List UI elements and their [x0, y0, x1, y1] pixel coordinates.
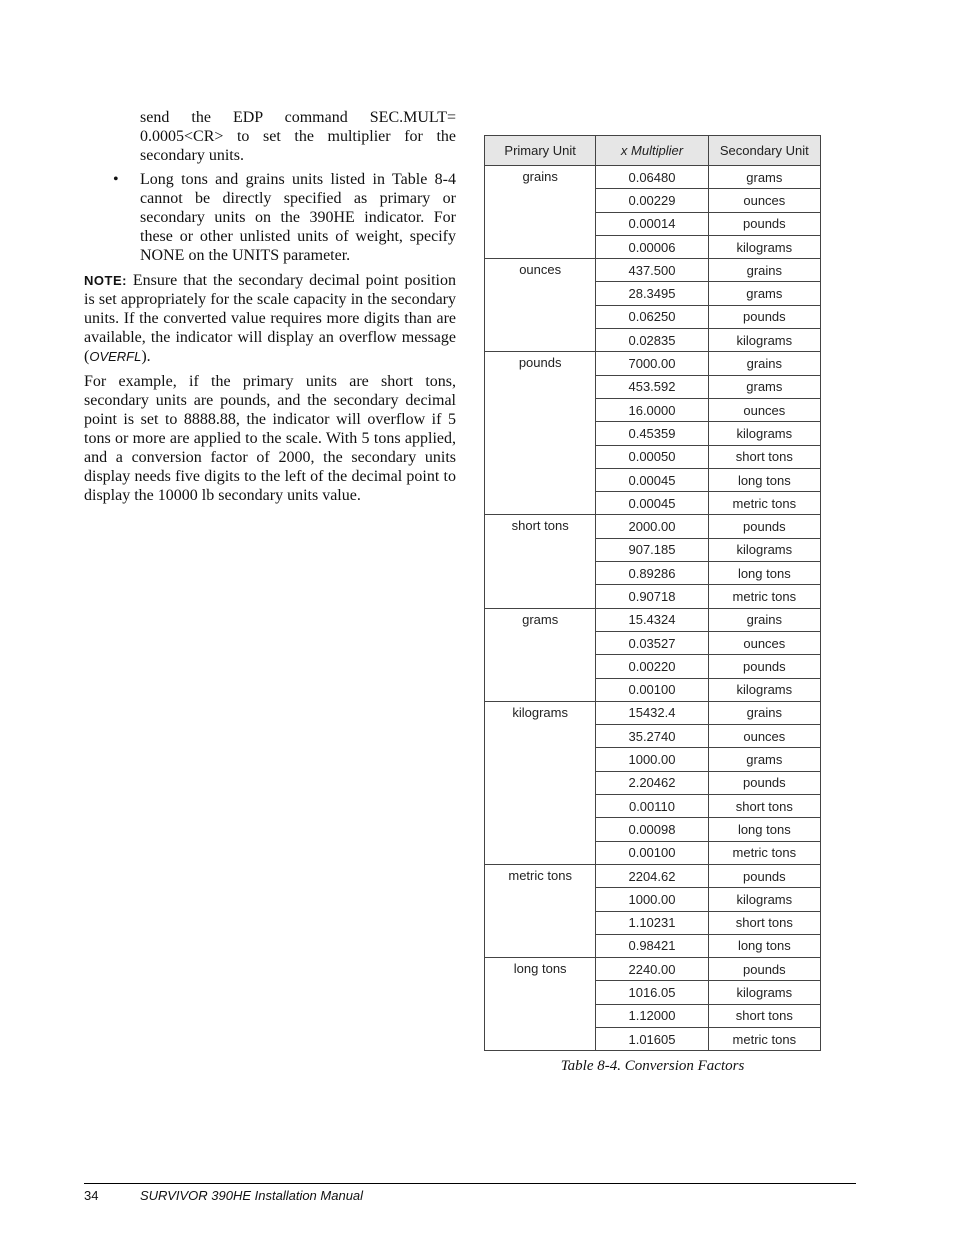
multiplier-cell: 2.20462	[596, 771, 708, 794]
multiplier-cell: 1000.00	[596, 748, 708, 771]
table-row	[485, 864, 821, 887]
secondary-unit-cell: metric tons	[708, 492, 820, 515]
table-row	[485, 166, 821, 189]
secondary-unit-cell: ounces	[708, 725, 820, 748]
example-paragraph: For example, if the primary units are short tons, secondary units are pounds, and the secondary decimal point is set to 8888.88, the indicator will overflow if 5 tons or more are applied to the scale. With 5 tons applied, and a conversion factor of 2000, the secondary units display needs five digits to the left of the decimal point to display the 10000 lb secondary units value.	[84, 373, 456, 504]
secondary-unit-cell: pounds	[708, 771, 820, 794]
secondary-unit-cell: pounds	[708, 655, 820, 678]
multiplier-cell: 15432.4	[596, 701, 708, 724]
multiplier-cell: 0.00014	[596, 212, 708, 235]
multiplier-cell: 0.00045	[596, 468, 708, 491]
multiplier-cell: 0.00100	[596, 678, 708, 701]
table-row	[485, 259, 821, 282]
table-row	[485, 701, 821, 724]
multiplier-cell: 35.2740	[596, 725, 708, 748]
secondary-unit-cell: grains	[708, 608, 820, 631]
secondary-unit-cell: long tons	[708, 934, 820, 957]
multiplier-cell: 437.500	[596, 259, 708, 282]
multiplier-cell: 907.185	[596, 538, 708, 561]
note-text: Ensure that the secondary decimal point position is set appropriately for the scale capacity in the secondary units. If the converted value requires more digits than are available, the indicator will display an overflow message (	[84, 272, 456, 365]
secondary-unit-cell: grains	[708, 701, 820, 724]
bullet-text: Long tons and grains units listed in Table 8-4 cannot be directly specified as primary or secondary units on the 390HE indicator. For these or other unlisted units of weight, specify NONE on the UNITS parameter.	[140, 171, 456, 264]
secondary-unit-cell: short tons	[708, 1004, 820, 1027]
secondary-unit-cell: kilograms	[708, 235, 820, 258]
multiplier-cell: 2240.00	[596, 958, 708, 981]
secondary-unit-cell: kilograms	[708, 981, 820, 1004]
secondary-unit-cell: pounds	[708, 958, 820, 981]
multiplier-cell: 0.00050	[596, 445, 708, 468]
multiplier-cell: 16.0000	[596, 398, 708, 421]
continuation-paragraph: send the EDP command SEC.MULT= 0.0005<CR> to set the multiplier for the secondary units.	[140, 109, 456, 164]
footer-rule	[84, 1183, 856, 1184]
bullet-mark: •	[113, 171, 119, 188]
secondary-unit-cell: kilograms	[708, 538, 820, 561]
secondary-unit-cell: ounces	[708, 189, 820, 212]
multiplier-cell: 0.00006	[596, 235, 708, 258]
table-body	[485, 166, 821, 1051]
overflow-code: OVERFL	[89, 349, 142, 364]
note-paragraph	[84, 271, 456, 366]
secondary-unit-cell: pounds	[708, 212, 820, 235]
bullet-item	[113, 170, 456, 265]
header-primary-unit: Primary Unit	[485, 136, 596, 166]
secondary-unit-cell: pounds	[708, 515, 820, 538]
primary-unit-cell: ounces	[485, 259, 596, 352]
note-end: ).	[141, 348, 151, 365]
multiplier-cell: 0.00045	[596, 492, 708, 515]
secondary-unit-cell: kilograms	[708, 678, 820, 701]
multiplier-cell: 0.00110	[596, 795, 708, 818]
secondary-unit-cell: long tons	[708, 468, 820, 491]
table-row	[485, 515, 821, 538]
secondary-unit-cell: short tons	[708, 911, 820, 934]
secondary-unit-cell: grams	[708, 282, 820, 305]
multiplier-cell: 2000.00	[596, 515, 708, 538]
body-text	[84, 108, 456, 505]
secondary-unit-cell: long tons	[708, 562, 820, 585]
secondary-unit-cell: long tons	[708, 818, 820, 841]
primary-unit-cell: metric tons	[485, 864, 596, 957]
manual-title: SURVIVOR 390HE Installation Manual	[140, 1188, 364, 1203]
secondary-unit-cell: pounds	[708, 305, 820, 328]
multiplier-cell: 7000.00	[596, 352, 708, 375]
secondary-unit-cell: grains	[708, 352, 820, 375]
header-secondary-unit: Secondary Unit	[708, 136, 820, 166]
multiplier-cell: 0.00220	[596, 655, 708, 678]
multiplier-cell: 1.12000	[596, 1004, 708, 1027]
note-label: NOTE:	[84, 273, 127, 288]
multiplier-cell: 453.592	[596, 375, 708, 398]
secondary-unit-cell: metric tons	[708, 1027, 820, 1050]
secondary-unit-cell: grains	[708, 259, 820, 282]
multiplier-cell: 0.06480	[596, 166, 708, 189]
secondary-unit-cell: metric tons	[708, 841, 820, 864]
multiplier-cell: 1000.00	[596, 888, 708, 911]
multiplier-cell: 0.02835	[596, 329, 708, 352]
table-row	[485, 608, 821, 631]
primary-unit-cell: short tons	[485, 515, 596, 608]
secondary-unit-cell: grams	[708, 748, 820, 771]
multiplier-cell: 0.90718	[596, 585, 708, 608]
secondary-unit-cell: kilograms	[708, 888, 820, 911]
page-number: 34	[84, 1188, 99, 1203]
multiplier-cell: 15.4324	[596, 608, 708, 631]
primary-unit-cell: grains	[485, 166, 596, 259]
multiplier-cell: 28.3495	[596, 282, 708, 305]
secondary-unit-cell: grams	[708, 166, 820, 189]
multiplier-cell: 0.89286	[596, 562, 708, 585]
secondary-unit-cell: ounces	[708, 631, 820, 654]
multiplier-cell: 0.00100	[596, 841, 708, 864]
multiplier-cell: 0.00229	[596, 189, 708, 212]
table-header-row	[485, 136, 821, 166]
conversion-table	[484, 135, 821, 1051]
secondary-unit-cell: kilograms	[708, 329, 820, 352]
secondary-unit-cell: short tons	[708, 445, 820, 468]
multiplier-cell: 0.03527	[596, 631, 708, 654]
multiplier-cell: 1.01605	[596, 1027, 708, 1050]
header-multiplier: x Multiplier	[596, 136, 708, 166]
secondary-unit-cell: pounds	[708, 864, 820, 887]
table-caption: Table 8-4. Conversion Factors	[560, 1058, 745, 1074]
primary-unit-cell: kilograms	[485, 701, 596, 864]
secondary-unit-cell: short tons	[708, 795, 820, 818]
secondary-unit-cell: ounces	[708, 398, 820, 421]
secondary-unit-cell: metric tons	[708, 585, 820, 608]
secondary-unit-cell: kilograms	[708, 422, 820, 445]
multiplier-cell: 2204.62	[596, 864, 708, 887]
multiplier-cell: 0.45359	[596, 422, 708, 445]
table-row	[485, 958, 821, 981]
multiplier-cell: 1016.05	[596, 981, 708, 1004]
multiplier-cell: 0.00098	[596, 818, 708, 841]
multiplier-cell: 0.98421	[596, 934, 708, 957]
multiplier-cell: 0.06250	[596, 305, 708, 328]
table-row	[485, 352, 821, 375]
primary-unit-cell: long tons	[485, 958, 596, 1051]
primary-unit-cell: grams	[485, 608, 596, 701]
secondary-unit-cell: grams	[708, 375, 820, 398]
primary-unit-cell: pounds	[485, 352, 596, 515]
multiplier-cell: 1.10231	[596, 911, 708, 934]
